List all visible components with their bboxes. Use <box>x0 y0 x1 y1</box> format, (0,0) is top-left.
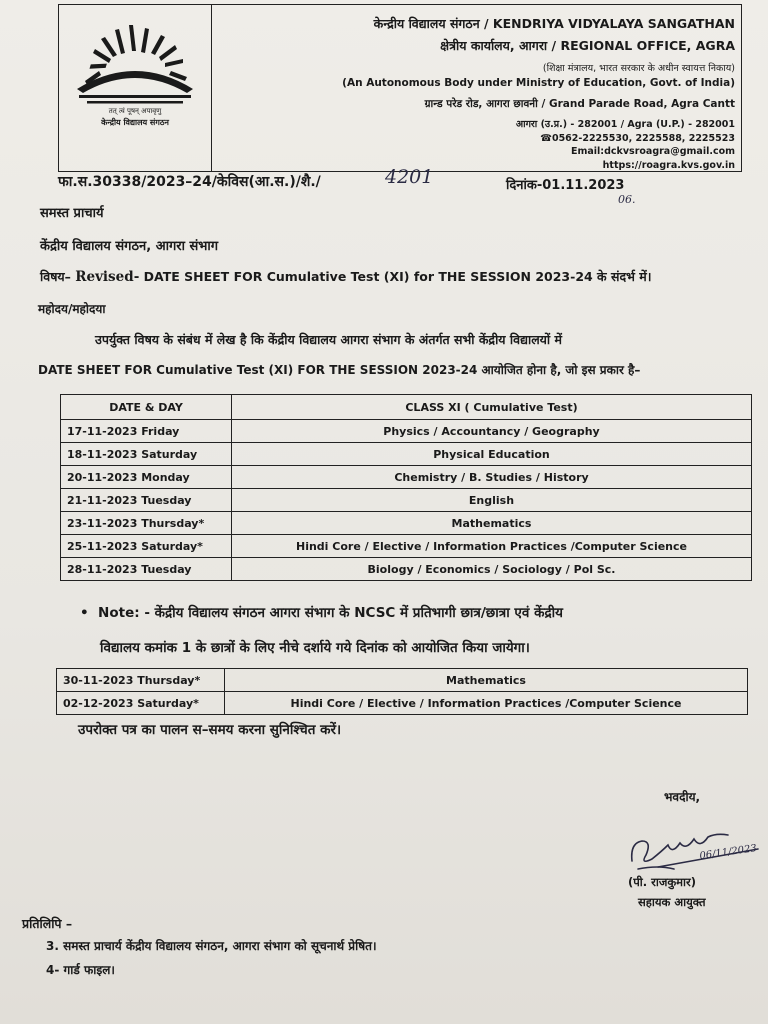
subject-cell: Physics / Accountancy / Geography <box>232 420 752 443</box>
subject-revised: Revised- <box>75 269 140 285</box>
copy-to-heading: प्रतिलिपि – <box>22 916 73 931</box>
org-name: केन्द्रीय विद्यालय संगठन / KENDRIYA VIDYALAYA SANGATHAN <box>373 16 735 31</box>
date-cell: 30-11-2023 Thursday* <box>57 669 225 692</box>
subject-cell: Mathematics <box>232 512 752 535</box>
body-line-1: उपर्युक्त विषय के संबंध में लेख है कि केंद्रीय विद्यालय आगरा संभाग के अंतर्गत सभी केंद्रीय विद्यालयों में <box>95 332 562 347</box>
body-line-2: DATE SHEET FOR Cumulative Test (XI) FOR THE SESSION 2023-24 आयोजित होना है, जो इस प्रकार है– <box>38 363 641 377</box>
table-row <box>61 489 752 512</box>
file-number: फा.स.30338/2023–24/केविस(आ.स.)/शै./ <box>58 174 321 190</box>
letterhead <box>58 4 742 172</box>
ministry-english: (An Autonomous Body under Ministry of Education, Govt. of India) <box>342 77 735 89</box>
subject-prefix: विषय– <box>40 269 71 284</box>
header-date-day: DATE & DAY <box>61 395 232 420</box>
subject-cell: Hindi Core / Elective / Information Practices /Computer Science <box>232 535 752 558</box>
date-cell: 18-11-2023 Saturday <box>61 443 232 466</box>
date-cell: 20-11-2023 Monday <box>61 466 232 489</box>
date-cell: 02-12-2023 Saturday* <box>57 692 225 715</box>
date-cell: 17-11-2023 Friday <box>61 420 232 443</box>
table-row <box>61 420 752 443</box>
website-link: https://roagra.kvs.gov.in <box>602 160 735 171</box>
note-text-1: Note: - केंद्रीय विद्यालय संगठन आगरा संभाग के NCSC में प्रतिभागी छात्र/छात्रा एवं केंद्रीय <box>98 605 563 621</box>
logo-motto: तत् त्वं पूषन् अपावृणु <box>108 107 162 115</box>
note-line-2: विद्यालय कमांक 1 के छात्रों के लिए नीचे दर्शाये गये दिनांक को आयोजित किया जायेगा। <box>100 640 530 656</box>
handwritten-date-correction: 06. <box>618 193 636 206</box>
table-row <box>61 466 752 489</box>
subject-cell: Physical Education <box>232 443 752 466</box>
note-line-1 <box>80 603 563 621</box>
email-address: Email:dckvsroagra@gmail.com <box>570 146 735 157</box>
closing-yours: भवदीय, <box>664 790 701 804</box>
copy-to-item: 4- गार्ड फाइल। <box>46 963 115 977</box>
table-row <box>61 443 752 466</box>
table-row <box>61 512 752 535</box>
date-sheet-table <box>60 394 752 581</box>
signatory-name: (पी. राजकुमार) <box>628 875 697 889</box>
table-row <box>57 669 748 692</box>
subject-cell: Mathematics <box>225 669 748 692</box>
table-row <box>57 692 748 715</box>
subject-cell: Hindi Core / Elective / Information Practices /Computer Science <box>225 692 748 715</box>
kvs-sun-emblem-icon <box>69 23 201 107</box>
date-cell: 21-11-2023 Tuesday <box>61 489 232 512</box>
subject-cell: Biology / Economics / Sociology / Pol Sc. <box>232 558 752 581</box>
bullet-icon: • <box>80 605 89 621</box>
table-row <box>61 558 752 581</box>
table-row <box>61 535 752 558</box>
office-name: क्षेत्रीय कार्यालय, आगरा / REGIONAL OFFICE, AGRA <box>440 38 735 53</box>
subject-text: DATE SHEET FOR Cumulative Test (XI) for THE SESSION 2023-24 के संदर्भ में। <box>139 269 652 284</box>
ministry-hindi: (शिक्षा मंत्रालय, भारत सरकार के अधीन स्वायत्त निकाय) <box>542 63 735 74</box>
compliance-line: उपरोक्त पत्र का पालन स–समय करना सुनिश्चित करें। <box>78 722 342 738</box>
signature-date: 06/11/2023 <box>698 843 758 862</box>
kvs-logo <box>59 5 212 171</box>
ncsc-date-sheet-table <box>56 668 748 715</box>
addressee-line-1: समस्त प्राचार्य <box>40 206 104 221</box>
addressee-line-2: केंद्रीय विद्यालय संगठन, आगरा संभाग <box>40 239 219 254</box>
subject-cell: English <box>232 489 752 512</box>
handwritten-file-number: 4201 <box>385 166 434 188</box>
phone-numbers: ☎0562-2225530, 2225588, 2225523 <box>540 133 735 144</box>
salutation: महोदय/महोदया <box>38 302 106 316</box>
logo-org-name: केन्द्रीय विद्यालय संगठन <box>101 118 169 127</box>
pin-code: आगरा (उ.प्र.) - 282001 / Agra (U.P.) - 282001 <box>515 119 735 130</box>
subject-line <box>40 268 651 285</box>
handwritten-signature <box>628 815 768 877</box>
header-class-xi: CLASS XI ( Cumulative Test) <box>232 395 752 420</box>
table-header-row <box>61 395 752 420</box>
date-cell: 25-11-2023 Saturday* <box>61 535 232 558</box>
office-address: ग्रान्ड परेड रोड, आगरा छावनी / Grand Parade Road, Agra Cantt <box>424 98 735 110</box>
copy-to-item: 3. समस्त प्राचार्य केंद्रीय विद्यालय संगठन, आगरा संभाग को सूचनार्थ प्रेषित। <box>46 939 377 953</box>
signatory-designation: सहायक आयुक्त <box>638 895 706 909</box>
date-cell: 23-11-2023 Thursday* <box>61 512 232 535</box>
date-cell: 28-11-2023 Tuesday <box>61 558 232 581</box>
letter-date: दिनांक-01.11.2023 <box>506 178 625 193</box>
subject-cell: Chemistry / B. Studies / History <box>232 466 752 489</box>
